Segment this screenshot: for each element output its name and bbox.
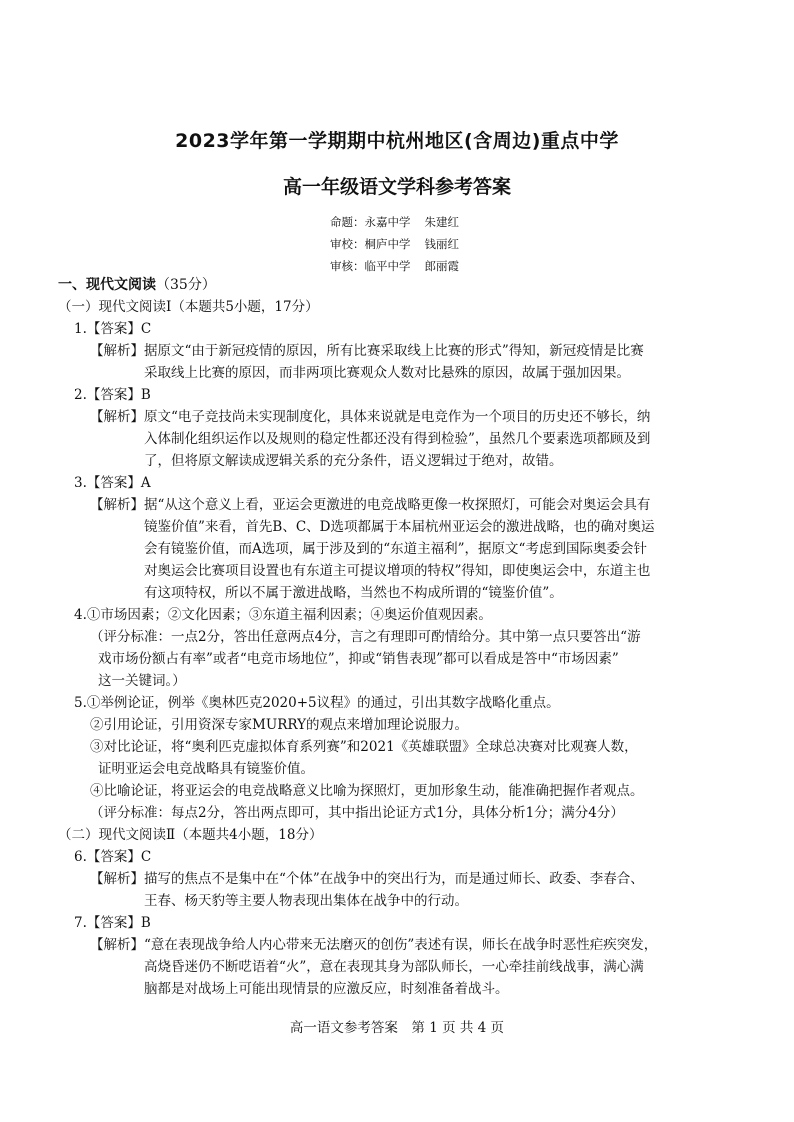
answer-body	[58, 274, 738, 1000]
answer-q5-point-cont: 证明亚运会电竞战略具有镜鉴价值。	[98, 761, 314, 777]
analysis-q7: 【解析】“意在表现战争给人内心带来无法磨灭的创伤”表述有误，师长在战争时恶性疟疾突发，	[90, 937, 658, 953]
analysis-q3-cont: 对奥运会比赛项目设置也有东道主可提议增项的特权”得知，即使奥运会中，东道主也	[144, 563, 651, 579]
analysis-q6-cont: 王春、杨天豹等主要人物表现出集体在战争中的行动。	[144, 893, 468, 909]
subsection-heading: （一）现代文阅读Ⅰ（本题共5小题，17分）	[58, 299, 319, 315]
document-subtitle: 高一年级语文学科参考答案	[282, 176, 511, 198]
analysis-q1: 【解析】据原文“由于新冠疫情的原因，所有比赛采取线上比赛的形式”得知，新冠疫情是比赛	[90, 343, 644, 359]
analysis-q3: 【解析】据“从这个意义上看，亚运会更激进的电竞战略更像一枚探照灯，可能会对奥运会具有	[90, 497, 651, 513]
analysis-q3-cont: 会有镜鉴价值，而A选项，属于涉及到的“东道主福利”，据原文“考虑到国际奥委会针	[144, 541, 647, 557]
scoring-q5: （评分标准：每点2分，答出两点即可，其中指出论证方式1分，具体分析1分；满分4分）	[90, 805, 624, 821]
credit-role: 审校：桐庐中学	[330, 237, 411, 251]
document-title: 2023学年第一学期期中杭州地区(含周边)重点中学	[175, 130, 619, 152]
credit-reviewer	[330, 233, 459, 255]
section-points: （35分）	[156, 277, 216, 293]
analysis-q3-cont: 镜鉴价值”来看，首先B、C、D选项都属于本届杭州亚运会的激进战略，也的确对奥运	[144, 519, 655, 535]
credit-name: 朱建红	[424, 215, 459, 229]
scoring-q4: （评分标准：一点2分，答出任意两点4分，言之有理即可酌情给分。其中第一点只要答出“游	[90, 629, 641, 645]
answer-q3: 3.【答案】A	[74, 475, 151, 491]
analysis-q2-cont: 入体制化组织运作以及规则的稳定性都还没有得到检验”，虽然几个要素选项都顾及到	[144, 431, 651, 447]
page-footer: 高一语文参考答案 第 1 页 共 4 页	[289, 1020, 505, 1036]
answer-q1: 1.【答案】C	[74, 321, 152, 337]
answer-q5-point: ③对比论证，将“奥利匹克虚拟体育系列赛”和2021《英雄联盟》全球总决赛对比观赛人数，	[90, 739, 638, 755]
credit-name: 郎丽霞	[424, 259, 459, 273]
credit-role: 命题：永嘉中学	[330, 215, 411, 229]
answer-q5-point: ④比喻论证，将亚运会的电竞战略意义比喻为探照灯，更加形象生动，能准确把握作者观点。	[90, 783, 644, 799]
analysis-q7-cont: 高烧昏迷仍不断呓语着“火”，意在表现其身为部队师长，一心牵挂前线战事，满心满	[144, 959, 644, 975]
analysis-q6: 【解析】描写的焦点不是集中在“个体”在战争中的突出行为，而是通过师长、政委、李春合、	[90, 871, 644, 887]
scoring-q4-cont: 戏市场份额占有率”或者“电竞市场地位”，抑或“销售表现”都可以看成是答中“市场因素”	[98, 651, 619, 667]
credits-block	[330, 211, 459, 277]
answer-q5-point: ②引用论证，引用资深专家MURRY的观点来增加理论说服力。	[90, 717, 469, 733]
answer-q7: 7.【答案】B	[74, 915, 151, 931]
analysis-q2-cont: 了，但将原文解读成逻辑关系的充分条件，语义逻辑过于绝对，故错。	[144, 453, 563, 469]
analysis-q7-cont: 脑都是对战场上可能出现情景的应激反应，时刻准备着战斗。	[144, 981, 509, 997]
analysis-q3-cont: 有这项特权，所以不属于激进战略，当然也不构成所谓的“镜鉴价值”。	[144, 585, 563, 601]
answer-q6: 6.【答案】C	[74, 849, 152, 865]
subsection-heading: （二）现代文阅读Ⅱ（本题共4小题，18分）	[58, 827, 323, 843]
credit-name: 钱丽红	[424, 237, 459, 251]
scoring-q4-cont: 这一关键词。）	[98, 673, 186, 689]
analysis-q1-cont: 采取线上比赛的原因，而非两项比赛观众人数对比悬殊的原因，故属于强加因果。	[144, 365, 630, 381]
answer-q4: 4.①市场因素；②文化因素；③东道主福利因素；④奥运价值观因素。	[74, 607, 492, 623]
section-title: 一、现代文阅读	[58, 277, 156, 293]
answer-q5: 5.①举例论证，例举《奥林匹克2020+5议程》的通过，引出其数字战略化重点。	[74, 695, 560, 711]
credit-role: 审核：临平中学	[330, 259, 411, 273]
credit-setter	[330, 211, 459, 233]
section-heading	[58, 274, 738, 296]
answer-q2: 2.【答案】B	[74, 387, 151, 403]
analysis-q2: 【解析】原文“电子竞技尚未实现制度化，具体来说就是电竞作为一个项目的历史还不够长，纳	[90, 409, 651, 425]
